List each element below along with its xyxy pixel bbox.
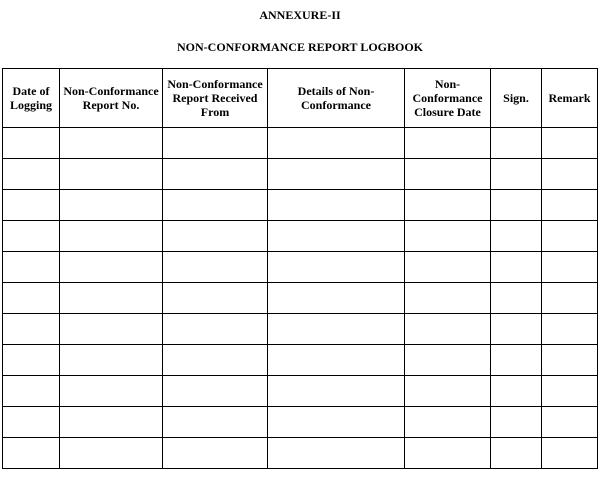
header-ncr-number: Non-Conformance Report No. [60, 69, 163, 128]
cell-details[interactable] [268, 376, 405, 407]
cell-received-from[interactable] [163, 283, 268, 314]
table-row [3, 345, 598, 376]
cell-details[interactable] [268, 283, 405, 314]
cell-received-from[interactable] [163, 438, 268, 469]
cell-date-of-logging[interactable] [3, 407, 60, 438]
cell-sign[interactable] [491, 252, 542, 283]
cell-remark[interactable] [542, 128, 598, 159]
cell-closure-date[interactable] [405, 283, 491, 314]
cell-date-of-logging[interactable] [3, 345, 60, 376]
cell-closure-date[interactable] [405, 376, 491, 407]
table-row [3, 159, 598, 190]
cell-received-from[interactable] [163, 221, 268, 252]
cell-remark[interactable] [542, 283, 598, 314]
table-body [3, 128, 598, 469]
cell-sign[interactable] [491, 376, 542, 407]
cell-received-from[interactable] [163, 314, 268, 345]
cell-closure-date[interactable] [405, 221, 491, 252]
header-remark: Remark [542, 69, 598, 128]
cell-closure-date[interactable] [405, 128, 491, 159]
cell-date-of-logging[interactable] [3, 438, 60, 469]
header-details: Details of Non-Conformance [268, 69, 405, 128]
cell-received-from[interactable] [163, 345, 268, 376]
cell-remark[interactable] [542, 376, 598, 407]
cell-date-of-logging[interactable] [3, 128, 60, 159]
cell-details[interactable] [268, 407, 405, 438]
cell-ncr-number[interactable] [60, 438, 163, 469]
header-date-of-logging: Date of Logging [3, 69, 60, 128]
cell-date-of-logging[interactable] [3, 314, 60, 345]
cell-remark[interactable] [542, 221, 598, 252]
cell-details[interactable] [268, 190, 405, 221]
cell-ncr-number[interactable] [60, 252, 163, 283]
cell-sign[interactable] [491, 221, 542, 252]
cell-ncr-number[interactable] [60, 159, 163, 190]
cell-sign[interactable] [491, 190, 542, 221]
table-row [3, 376, 598, 407]
cell-details[interactable] [268, 159, 405, 190]
cell-received-from[interactable] [163, 128, 268, 159]
cell-closure-date[interactable] [405, 190, 491, 221]
cell-sign[interactable] [491, 407, 542, 438]
cell-sign[interactable] [491, 345, 542, 376]
cell-details[interactable] [268, 314, 405, 345]
cell-date-of-logging[interactable] [3, 190, 60, 221]
header-received-from: Non-Conformance Report Received From [163, 69, 268, 128]
cell-received-from[interactable] [163, 252, 268, 283]
header-sign: Sign. [491, 69, 542, 128]
table-row [3, 407, 598, 438]
cell-ncr-number[interactable] [60, 283, 163, 314]
cell-ncr-number[interactable] [60, 190, 163, 221]
logbook-table [2, 68, 598, 469]
cell-sign[interactable] [491, 314, 542, 345]
cell-remark[interactable] [542, 314, 598, 345]
table-row [3, 190, 598, 221]
cell-ncr-number[interactable] [60, 407, 163, 438]
table-row [3, 283, 598, 314]
cell-sign[interactable] [491, 283, 542, 314]
cell-closure-date[interactable] [405, 314, 491, 345]
table-row [3, 314, 598, 345]
cell-received-from[interactable] [163, 376, 268, 407]
table-row [3, 438, 598, 469]
logbook-title: NON-CONFORMANCE REPORT LOGBOOK [176, 40, 424, 54]
cell-ncr-number[interactable] [60, 314, 163, 345]
annex-title: ANNEXURE-II [259, 8, 341, 22]
cell-ncr-number[interactable] [60, 221, 163, 252]
cell-received-from[interactable] [163, 407, 268, 438]
cell-ncr-number[interactable] [60, 345, 163, 376]
cell-remark[interactable] [542, 407, 598, 438]
cell-date-of-logging[interactable] [3, 159, 60, 190]
cell-sign[interactable] [491, 128, 542, 159]
cell-details[interactable] [268, 221, 405, 252]
cell-remark[interactable] [542, 345, 598, 376]
cell-details[interactable] [268, 252, 405, 283]
cell-sign[interactable] [491, 438, 542, 469]
header-closure-date: Non-Conformance Closure Date [405, 69, 491, 128]
cell-date-of-logging[interactable] [3, 252, 60, 283]
table-header-row [3, 69, 598, 128]
cell-received-from[interactable] [163, 190, 268, 221]
cell-remark[interactable] [542, 190, 598, 221]
cell-date-of-logging[interactable] [3, 283, 60, 314]
cell-details[interactable] [268, 128, 405, 159]
cell-remark[interactable] [542, 159, 598, 190]
cell-date-of-logging[interactable] [3, 376, 60, 407]
table-row [3, 252, 598, 283]
cell-closure-date[interactable] [405, 345, 491, 376]
cell-ncr-number[interactable] [60, 376, 163, 407]
cell-remark[interactable] [542, 252, 598, 283]
cell-details[interactable] [268, 438, 405, 469]
cell-remark[interactable] [542, 438, 598, 469]
cell-closure-date[interactable] [405, 159, 491, 190]
cell-details[interactable] [268, 345, 405, 376]
cell-closure-date[interactable] [405, 252, 491, 283]
table-row [3, 221, 598, 252]
cell-date-of-logging[interactable] [3, 221, 60, 252]
cell-received-from[interactable] [163, 159, 268, 190]
table-row [3, 128, 598, 159]
cell-sign[interactable] [491, 159, 542, 190]
cell-ncr-number[interactable] [60, 128, 163, 159]
cell-closure-date[interactable] [405, 438, 491, 469]
cell-closure-date[interactable] [405, 407, 491, 438]
